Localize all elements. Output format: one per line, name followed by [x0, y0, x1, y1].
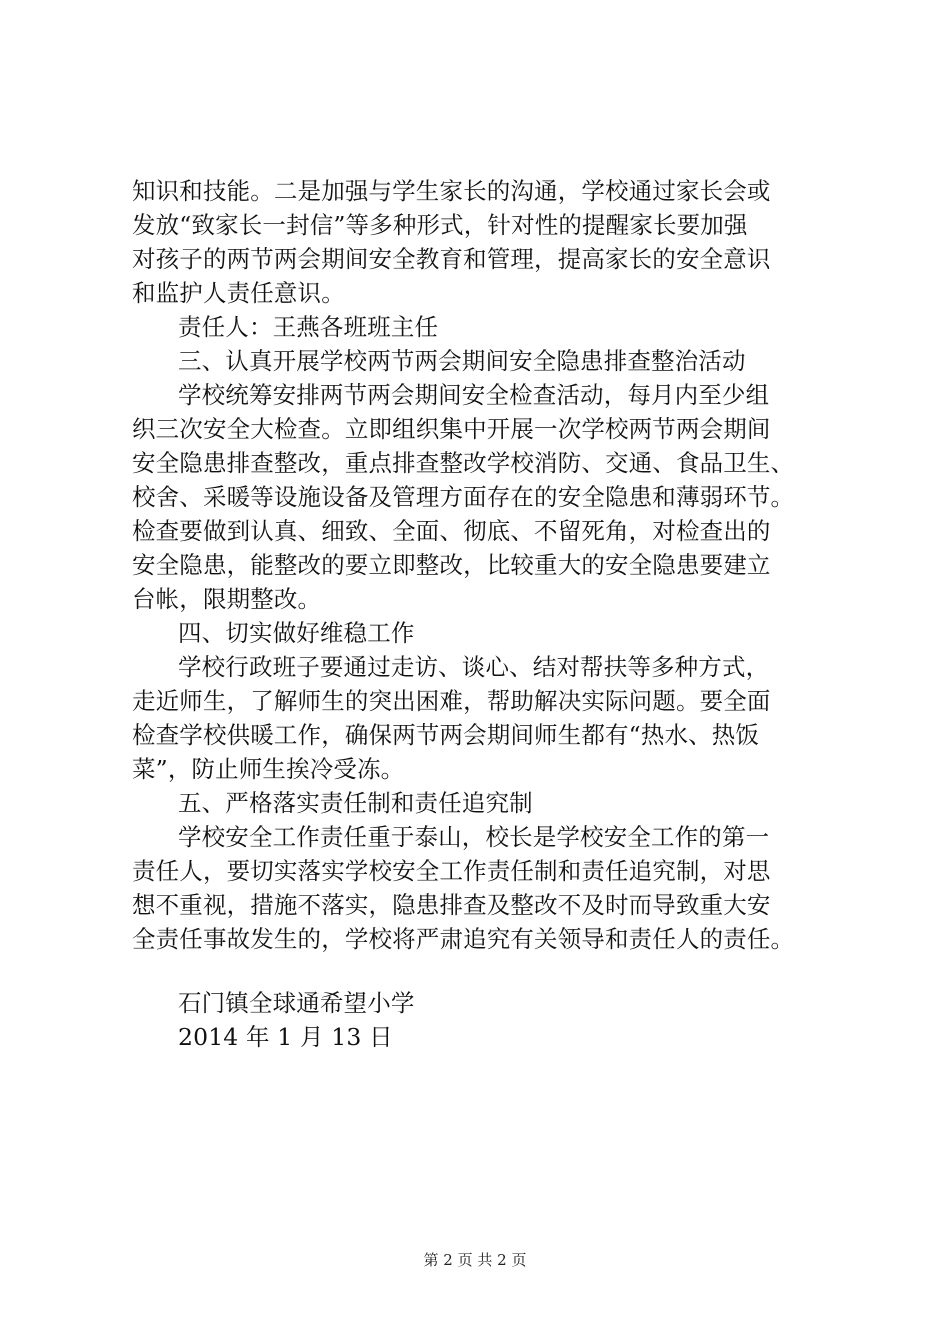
- document-body: [132, 174, 832, 1054]
- text-line: 学校行政班子要通过走访、谈心、结对帮扶等多种方式，: [178, 653, 770, 681]
- text-line: 台帐，限期整改。: [132, 585, 322, 613]
- section-heading-3: 三、认真开展学校两节两会期间安全隐患排查整治活动: [178, 347, 746, 375]
- text-line: 检查要做到认真、细致、全面、彻底、不留死角，对检查出的: [132, 517, 771, 545]
- spacer: [132, 956, 832, 986]
- text-line: 校舍、采暖等设施设备及管理方面存在的安全隐患和薄弱环节。: [132, 483, 795, 511]
- text-line: 知识和技能。二是加强与学生家长的沟通，学校通过家长会或: [132, 177, 771, 205]
- text-line: 责任人，要切实落实学校安全工作责任制和责任追究制，对思: [132, 857, 771, 885]
- text-line: 检查学校供暖工作，确保两节两会期间师生都有“热水、热饭: [132, 721, 760, 749]
- text-line: 想不重视，措施不落实，隐患排查及整改不及时而导致重大安: [132, 891, 771, 919]
- text-line: 学校安全工作责任重于泰山，校长是学校安全工作的第一: [178, 823, 770, 851]
- text-line: 全责任事故发生的，学校将严肃追究有关领导和责任人的责任。: [132, 925, 795, 953]
- text-line: 发放“致家长一封信”等多种形式，针对性的提醒家长要加强: [132, 211, 748, 239]
- text-line: 对孩子的两节两会期间安全教育和管理，提高家长的安全意识: [132, 245, 771, 273]
- signature-date: 2014 年 1 月 13 日: [178, 1023, 393, 1051]
- text-line: 安全隐患，能整改的要立即整改，比较重大的安全隐患要建立: [132, 551, 771, 579]
- text-line: 学校统筹安排两节两会期间安全检查活动，每月内至少组: [178, 381, 770, 409]
- section-heading-4: 四、切实做好维稳工作: [178, 619, 415, 647]
- text-line: 织三次安全大检查。立即组织集中开展一次学校两节两会期间: [132, 415, 771, 443]
- text-line: 走近师生，了解师生的突出困难，帮助解决实际问题。要全面: [132, 687, 771, 715]
- text-line: 安全隐患排查整改，重点排查整改学校消防、交通、食品卫生、: [132, 449, 795, 477]
- text-line: 菜”，防止师生挨冷受冻。: [132, 755, 405, 783]
- text-line: 和监护人责任意识。: [132, 279, 345, 307]
- signature-school: 石门镇全球通希望小学: [178, 989, 415, 1017]
- section-heading-5: 五、严格落实责任制和责任追究制: [178, 789, 533, 817]
- page-footer: 第 2 页 共 2 页: [423, 1251, 527, 1269]
- responsible-person-line: 责任人：王燕各班班主任: [178, 313, 439, 341]
